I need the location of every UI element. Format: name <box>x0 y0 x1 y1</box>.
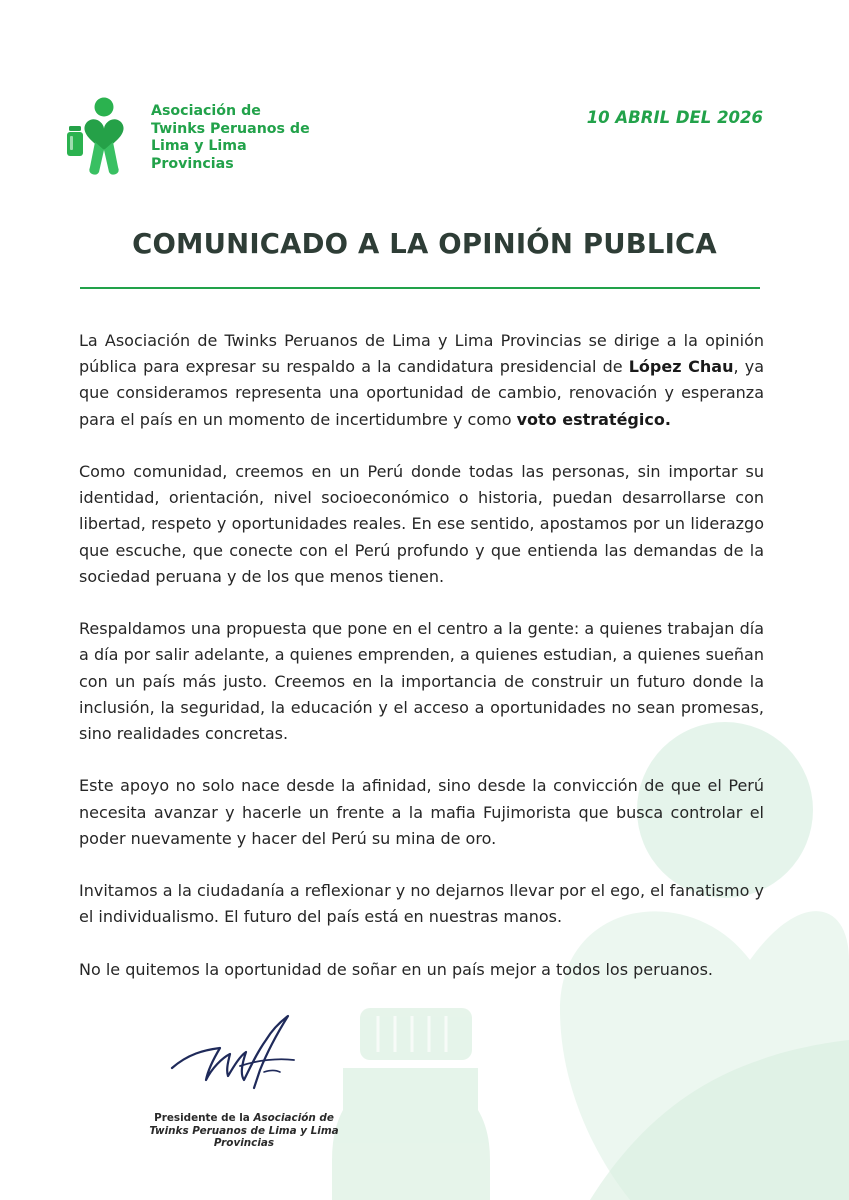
paragraph-4: Este apoyo no solo nace desde la afinidad, sino desde la convicción de que el Perú necesita avanzar y hacerle un frente a la mafia Fujimorista que busca controlar el poder nuevamente y hacer del Perú su mina de oro. <box>79 776 764 848</box>
page-title: COMUNICADO A LA OPINIÓN PUBLICA <box>132 228 717 260</box>
document-date: 10 ABRIL DEL 2026 <box>586 108 763 127</box>
handwritten-signature-icon <box>168 1010 298 1092</box>
paragraph-2: Como comunidad, creemos en un Perú donde todas las personas, sin importar su identidad, orientación, nivel socioeconómico o historia, puedan desarrollarse con libertad, respeto y oportunidades reales. En ese sentido, apostamos por un liderazgo que escuche, que conecte con el Perú profundo y que entienda las demandas de la sociedad peruana y de los que menos tienen. <box>79 462 764 586</box>
signature-role: Presidente de la <box>154 1112 254 1124</box>
paragraph-6: No le quitemos la oportunidad de soñar en un país mejor a todos los peruanos. <box>79 959 713 979</box>
signature-organization: Asociación de Twinks Peruanos de Lima y Lima Provincias <box>149 1112 339 1149</box>
strategic-vote-emphasis: voto estratégico. <box>516 409 671 429</box>
candidate-name: López Chau <box>628 357 734 377</box>
person-heart-bottle-logo-icon <box>60 96 132 176</box>
paragraph-3: Respaldamos una propuesta que pone en el centro a la gente: a quienes trabajan día a día por salir adelante, a quienes emprenden, a quienes estudian, a quienes sueñan con un país más justo. Creemos en la importancia de construir un futuro donde la inclusión, la seguridad, la educación y el acceso a oportunidades no sean promesas, sino realidades concretas. <box>79 619 764 744</box>
paragraph-1-text-b: , ya que consideramos representa una oportunidad de cambio, renovación y esperanza para el país en un momento de incertidumbre y como <box>79 357 765 429</box>
paragraph-1-text-a: La Asociación de Twinks Peruanos de Lima y Lima Provincias se dirige a la opinión pública para expresar su respaldo a la candidatura presidencial de <box>79 331 764 377</box>
communique-body <box>79 328 764 1009</box>
signature-caption <box>140 1112 348 1150</box>
paragraph-5: Invitamos a la ciudadanía a reflexionar y no dejarnos llevar por el ego, el fanatismo y el individualismo. El futuro del país está en nuestras manos. <box>79 881 764 927</box>
paragraph-1 <box>79 328 764 433</box>
organization-name: Asociación de Twinks Peruanos de Lima y Lima Provincias <box>151 103 310 172</box>
title-divider <box>80 287 760 289</box>
